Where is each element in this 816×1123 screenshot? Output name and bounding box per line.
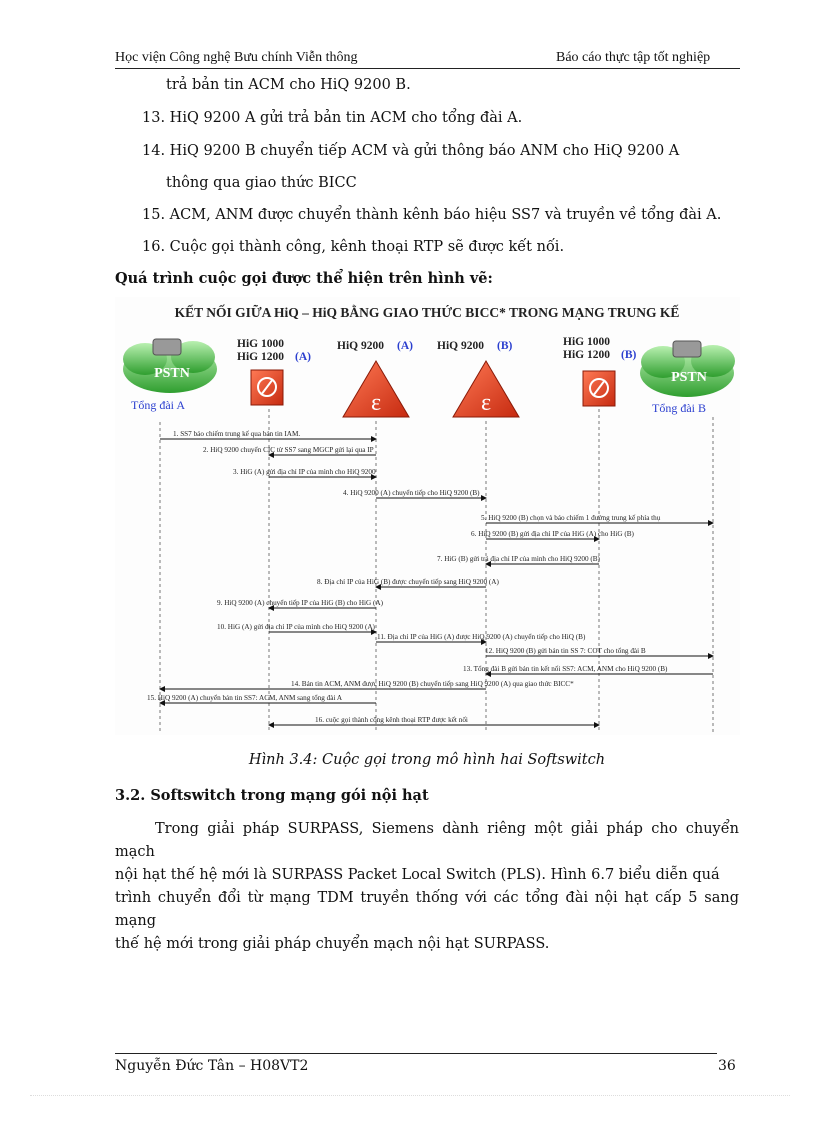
- tongdai-a-label: Tổng đài A: [131, 398, 185, 412]
- message-label: 14. Bản tin ACM, ANM được HiQ 9200 (B) chuyển tiếp sang HiQ 9200 (A) qua giao thức BICC*: [291, 680, 574, 688]
- header-rule: [115, 68, 740, 69]
- message-label: 8. Địa chỉ IP của HiG (B) được chuyển tiếp sang HiQ 9200 (A): [317, 578, 499, 586]
- message-label: 5. HiQ 9200 (B) chọn và báo chiếm 1 đường trung kế phía thụ: [481, 514, 661, 522]
- hiq-a-label: HiQ 9200: [337, 340, 384, 352]
- hig-a-device-icon: [251, 370, 283, 405]
- hiq-b-label: HiQ 9200: [437, 340, 484, 352]
- call-flow-diagram: [115, 297, 740, 735]
- step-14: 14. HiQ 9200 B chuyển tiếp ACM và gửi thông báo ANM cho HiQ 9200 A: [142, 143, 680, 159]
- footer-rule: [115, 1053, 717, 1054]
- message-label: 11. Địa chỉ IP của HiG (A) được HiQ 9200 (A) chuyển tiếp cho HiQ (B): [377, 633, 586, 641]
- message-label: 12. HiQ 9200 (B) gửi bản tin SS 7: COT cho tổng đài B: [485, 647, 646, 655]
- header-institution: Học viện Công nghệ Bưu chính Viễn thông: [115, 50, 358, 65]
- section-heading: 3.2. Softswitch trong mạng gói nội hạt: [115, 787, 429, 804]
- hig-b-line1: HiG 1000: [563, 336, 610, 348]
- figure-caption: Hình 3.4: Cuộc gọi trong mô hình hai Softswitch: [248, 752, 606, 768]
- hiq-b-tag: (B): [497, 340, 513, 352]
- message-label: 10. HiG (A) gửi địa chỉ IP của mình cho HiQ 9200 (A): [217, 623, 375, 631]
- message-label: 2. HiQ 9200 chuyển CIC từ SS7 sang MGCP gửi lại qua IP: [203, 446, 374, 454]
- page-number: 36: [718, 1058, 736, 1074]
- message-label: 4. HiQ 9200 (A) chuyển tiếp cho HiQ 9200 (B): [343, 489, 480, 497]
- step-14-cont: thông qua giao thức BICC: [166, 175, 357, 191]
- hig-b-line2: HiG 1200: [563, 349, 610, 361]
- message-label: 3. HiG (A) gửi địa chỉ IP của mình cho HiQ 9200: [233, 468, 376, 476]
- pstn-label-right: PSTN: [671, 370, 707, 385]
- step-16: 16. Cuộc gọi thành công, kênh thoại RTP sẽ được kết nối.: [142, 239, 565, 255]
- pstn-label-left: PSTN: [154, 366, 190, 381]
- hig-b-device-icon: [583, 371, 615, 406]
- figure-title: KẾT NỐI GIỮA HiQ – HiQ BẰNG GIAO THỨC BICC* TRONG MẠNG TRUNG KẾ: [174, 305, 680, 320]
- paragraph-line: trình chuyển đổi từ mạng TDM truyền thống với các tổng đài nội hạt cấp 5 sang mạng: [115, 890, 739, 929]
- pstn-cloud-left: [123, 339, 217, 393]
- phone-icon: [153, 339, 181, 355]
- message-label: 15. HiQ 9200 (A) chuyển bản tin SS7: ACM, ANM sang tổng đài A: [147, 694, 343, 702]
- svg-text:ε: ε: [480, 390, 492, 416]
- header-report-title: Báo cáo thực tập tốt nghiệp: [556, 50, 711, 65]
- phone-icon: [673, 341, 701, 357]
- hiq-a-tag: (A): [397, 340, 413, 352]
- paragraph-line: thế hệ mới trong giải pháp chuyển mạch nội hạt SURPASS.: [115, 936, 550, 952]
- body-paragraph: [115, 818, 739, 956]
- message-label: 1. SS7 báo chiếm trung kế qua bản tin IAM.: [173, 430, 301, 438]
- hig-a-line2: HiG 1200: [237, 351, 284, 363]
- hig-a-line1: HiG 1000: [237, 338, 284, 350]
- step-13: 13. HiQ 9200 A gửi trả bản tin ACM cho tổng đài A.: [142, 110, 523, 126]
- paragraph-line: nội hạt thế hệ mới là SURPASS Packet Local Switch (PLS). Hình 6.7 biểu diễn quá: [115, 867, 720, 883]
- hig-b-tag: (B): [621, 349, 637, 361]
- figure-intro: Quá trình cuộc gọi được thể hiện trên hình vẽ:: [115, 270, 493, 287]
- paragraph-line: Trong giải pháp SURPASS, Siemens dành riêng một giải pháp cho chuyển mạch: [115, 821, 739, 860]
- hig-a-tag: (A): [295, 351, 311, 363]
- message-label: 7. HiG (B) gửi trả địa chỉ IP của mình cho HiQ 9200 (B): [437, 555, 600, 563]
- continuation-line: trả bản tin ACM cho HiQ 9200 B.: [166, 77, 411, 93]
- page-edge: [30, 1095, 790, 1096]
- footer-author: Nguyễn Đức Tân – H08VT2: [115, 1058, 309, 1074]
- pstn-cloud-right: [640, 341, 735, 397]
- tongdai-b-label: Tổng đài B: [652, 401, 706, 415]
- message-label: 9. HiQ 9200 (A) chuyển tiếp IP của HiG (B) cho HiG (A): [217, 599, 384, 607]
- svg-text:ε: ε: [370, 390, 382, 416]
- message-label: 16. cuộc gọi thành công kênh thoại RTP được kết nối: [315, 716, 468, 724]
- message-label: 6. HiQ 9200 (B) gửi địa chỉ IP của HiG (A) cho HiG (B): [471, 530, 634, 538]
- step-15: 15. ACM, ANM được chuyển thành kênh báo hiệu SS7 và truyền về tổng đài A.: [142, 207, 722, 223]
- message-label: 13. Tổng đài B gửi bản tin kết nối SS7: ACM, ANM cho HiQ 9200 (B): [463, 665, 668, 673]
